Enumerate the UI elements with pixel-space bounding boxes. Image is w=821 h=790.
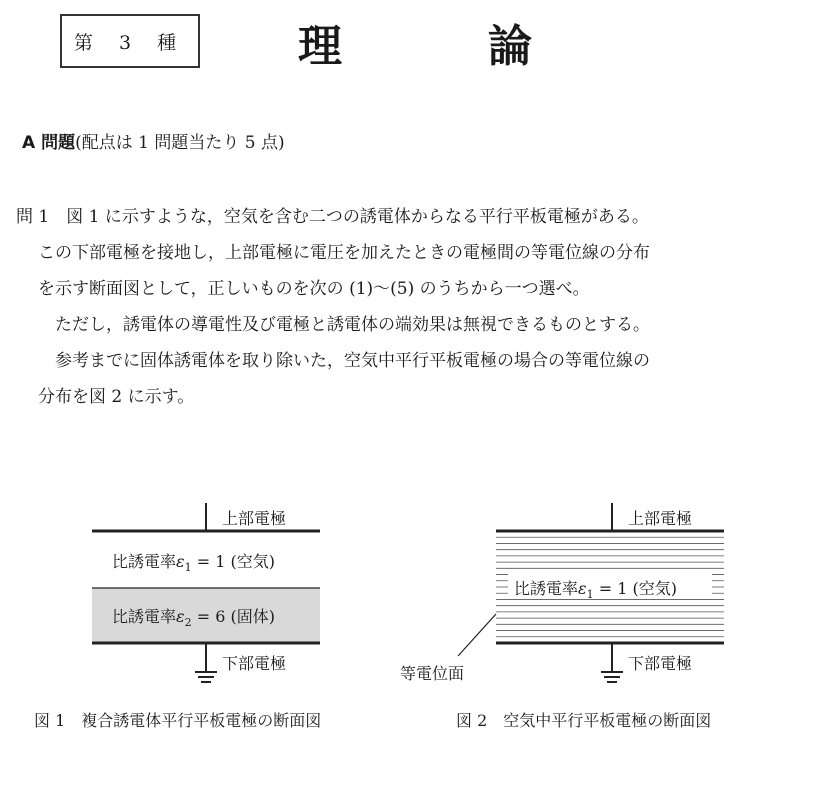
fig1-top-electrode-label: 上部電極	[222, 509, 287, 528]
question-line-6: 分布を図 2 に示す。	[38, 387, 195, 407]
fig2-pointer-line	[458, 614, 496, 656]
fig2-layer-label	[514, 576, 677, 601]
fig1-layer1-value: = 1 (空気)	[191, 552, 275, 571]
fig1-caption: 図 1 複合誘電体平行平板電極の断面図	[34, 711, 322, 730]
fig2-caption: 図 2 空気中平行平板電極の断面図	[456, 711, 712, 730]
question-line-4: ただし，誘電体の導電性及び電極と誘電体の端効果は無視できるものとする。	[38, 315, 650, 335]
fig2-layer-symbol: ε	[578, 579, 587, 598]
question-line-1: 問 1 図 1 に示すような，空気を含む二つの誘電体からなる平行平板電極がある。	[16, 207, 649, 227]
section-note: (配点は 1 問題当たり 5 点)	[75, 133, 285, 153]
fig2-equipotential-label: 等電位面	[400, 664, 465, 683]
question-line-5: 参考までに固体誘電体を取り除いた，空気中平行平板電極の場合の等電位線の	[38, 351, 650, 371]
fig1-bottom-electrode-label: 下部電極	[222, 654, 287, 673]
fig1-layer2-subscript: 2	[184, 616, 192, 630]
fig2-ground-icon	[601, 672, 623, 682]
fig1-layer1-subscript: 1	[184, 561, 192, 575]
fig2-layer-value: = 1 (空気)	[593, 579, 677, 598]
fig1-layer2-name: 比誘電率	[112, 607, 177, 626]
section-label: A 問題	[22, 133, 76, 153]
fig1-layer1-symbol: ε	[176, 552, 185, 571]
fig2-layer-subscript: 1	[586, 588, 594, 602]
fig2-layer-name: 比誘電率	[514, 579, 579, 598]
fig1-layer2-symbol: ε	[176, 607, 185, 626]
fig1-layer1-name: 比誘電率	[112, 552, 177, 571]
subject-title-char-2: 論	[488, 21, 532, 72]
exam-class-label: 第 3 種	[73, 31, 187, 54]
fig2-top-electrode-label: 上部電極	[628, 509, 693, 528]
question-line-2: この下部電極を接地し，上部電極に電圧を加えたときの電極間の等電位線の分布	[38, 243, 650, 263]
fig1-layer2-value: = 6 (固体)	[191, 607, 275, 626]
question-line-3: を示す断面図として，正しいものを次の (1)～(5) のうちから一つ選べ。	[38, 279, 590, 299]
subject-title-char-1: 理	[298, 21, 342, 72]
fig2-bottom-electrode-label: 下部電極	[628, 654, 693, 673]
